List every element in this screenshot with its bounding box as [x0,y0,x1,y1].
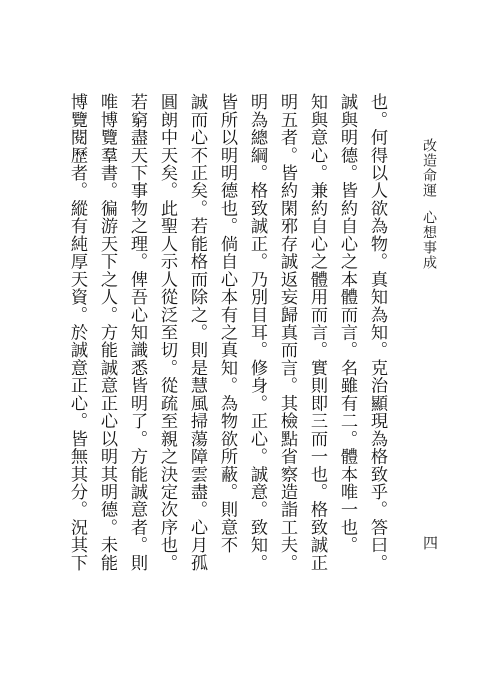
text-column: 若窮盡天下事物之理。俾吾心知識悉皆明了。方能誠意者。則 [127,93,147,572]
body-text [67,93,392,668]
text-column: 明為總綱。格致誠正。乃別目耳。修身。正心。誠意。致知。 [247,93,267,572]
text-column: 知與意心。兼約自心之體用而言。實則即三而一也。格致誠正 [307,93,327,572]
text-column: 誠而心不正矣。若能格而除之。則是慧風掃蕩障雲盡。心月孤 [187,93,207,572]
book-title: 改造命運 [421,138,437,198]
text-column: 誠與明德。皆約自心之本體而言。名雖有二。體本唯一也。 [337,93,357,554]
running-header [422,138,436,270]
text-column: 唯博覽羣書。徧游天下之人。方能誠意正心以明其明德。未能 [97,93,117,572]
text-column: 圓朗中天矣。此聖人示人從泛至切。從疏至親之決定次序也。 [157,93,177,572]
chapter-title: 心想事成 [421,210,437,270]
text-column: 皆所以明明德也。倘自心本有之真知。為物欲所蔽。則意不 [217,93,237,554]
text-column: 也。何得以人欲為物。真知為知。克治顯現為格致乎。答曰。 [367,93,387,572]
text-column: 博覽閱歷者。縱有純厚天資。於誠意正心。皆無其分。況其下 [67,93,87,572]
page-number: 四 [421,535,439,550]
text-column: 明五者。皆約閑邪存誠返妄歸真而言。其檢點省察造詣工夫。 [277,93,297,572]
